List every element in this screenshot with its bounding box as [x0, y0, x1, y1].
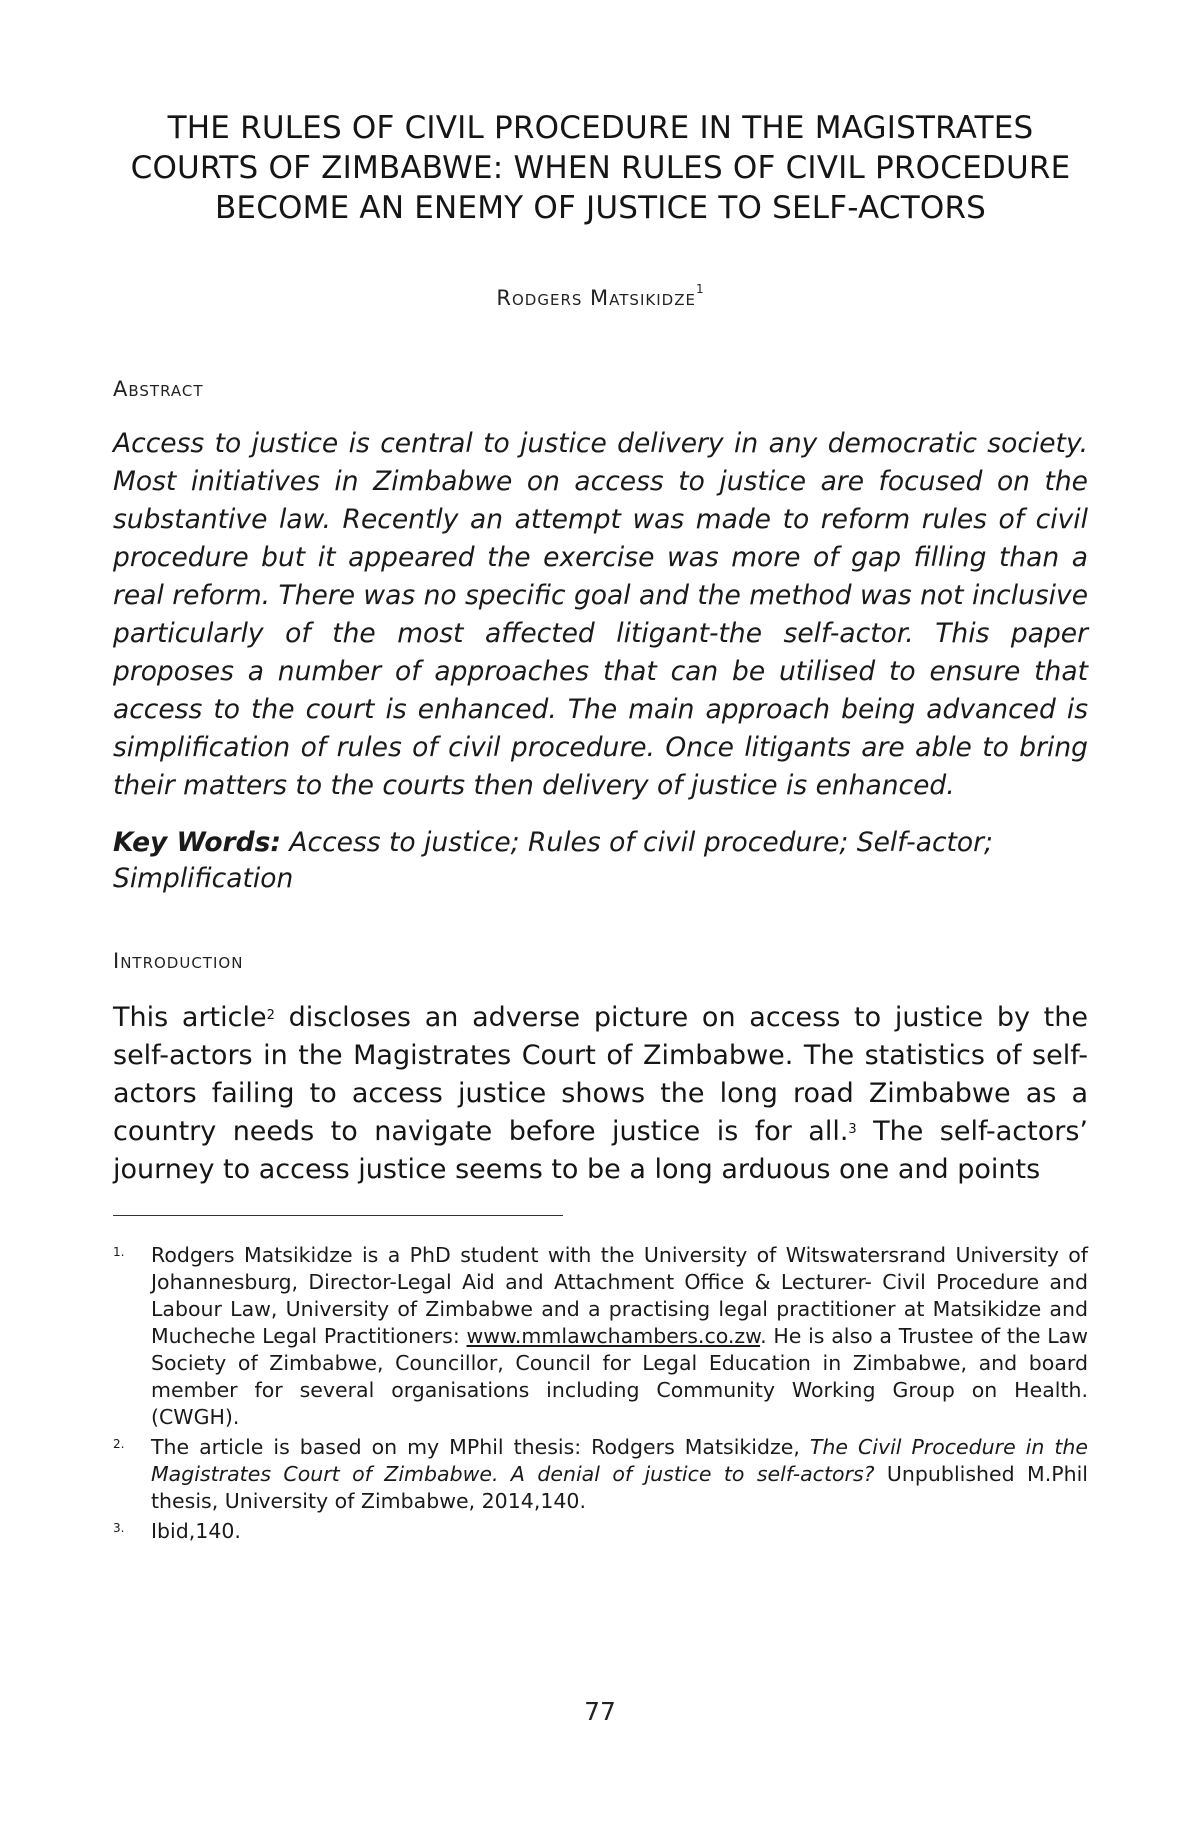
article-page: [113, 0, 1088, 1548]
footnote-number: 2.: [113, 1437, 125, 1451]
footnote-1: [113, 1242, 1088, 1431]
abstract-heading: Abstract: [113, 377, 204, 401]
introduction-paragraph: [113, 999, 1088, 1189]
keywords: [113, 825, 1088, 897]
footnote-text-part: The article is based on my MPhil thesis: Rodgers Matsikidze,: [151, 1435, 810, 1459]
footnote-text-part: . He is also a Trustee of the Law Society of Zimbabwe, Councillor, Council for Legal Education in Zimbabwe, and board member for several organisations including Community Working Group on Health. (CWGH).: [151, 1324, 1088, 1429]
footnote-ref: 2: [266, 1008, 275, 1023]
footnote-3: [113, 1518, 1088, 1545]
intro-text: discloses an adverse picture on access to justice by the self-actors in the Magistrates Court of Zimbabwe. The statistics of self-actors failing to access justice shows the long road Zimbabwe as a country needs to navigate before justice is for all.: [113, 1002, 1088, 1147]
footnote-text: [151, 1242, 1088, 1431]
footnote-2: [113, 1434, 1088, 1515]
author-name: Rodgers Matsikidze: [496, 286, 696, 310]
footnote-divider: [113, 1215, 563, 1216]
footnote-text-part: Rodgers Matsikidze is a PhD student with the University of Witswatersrand University of Johannesburg, Director-Legal Aid and Attachment Office & Lecturer- Civil Procedure and Labour Law, University of Zimbabwe and a practising legal practitioner at Matsikidze and Mucheche Legal Practitioners:: [151, 1243, 1088, 1348]
footnote-ref: 1: [695, 282, 705, 296]
article-title: [113, 108, 1088, 228]
footnote-text: [151, 1434, 1088, 1515]
intro-text: This article: [113, 1002, 267, 1033]
page-number: 77: [584, 1697, 616, 1726]
title-line: COURTS OF ZIMBABWE: WHEN RULES OF CIVIL PROCEDURE: [130, 150, 1071, 186]
author-line: [113, 282, 1088, 310]
footnote-ref: 3: [848, 1122, 857, 1137]
keywords-text: Access to justice; Rules of civil procedure; Self-actor; Simplification: [113, 827, 993, 894]
abstract-text: Access to justice is central to justice delivery in any democratic society. Most initiatives in Zimbabwe on access to justice are focused on the substantive law. Recently an attempt was made to reform rules of civil procedure but it appeared the exercise was more of gap filling than a real reform. There was no specific goal and the method was not inclusive particularly of the most affected litigant-the self-actor. This paper proposes a number of approaches that can be utilised to ensure that access to the court is enhanced. The main approach being advanced is simplification of rules of civil procedure. Once litigants are able to bring their matters to the courts then delivery of justice is enhanced.: [113, 428, 1089, 801]
introduction-heading: Introduction: [113, 949, 244, 973]
title-line: BECOME AN ENEMY OF JUSTICE TO SELF-ACTORS: [214, 190, 987, 226]
footnote-number: 3.: [113, 1521, 125, 1535]
intro-text: The self-actors’ journey to access justice seems to be a long arduous one and points: [113, 1116, 1089, 1185]
footnote-text-part: Unpublished M.Phil thesis, University of Zimbabwe, 2014,140.: [151, 1462, 1088, 1513]
footnote-text: Ibid,140.: [151, 1519, 241, 1543]
title-line: THE RULES OF CIVIL PROCEDURE IN THE MAGISTRATES: [167, 110, 1034, 146]
keywords-label: Key Words:: [113, 827, 281, 858]
website-link[interactable]: www.mmlawchambers.co.zw: [466, 1324, 761, 1348]
thesis-title: The Civil Procedure in the Magistrates Court of Zimbabwe. A denial of justice to self-actors?: [151, 1435, 1088, 1486]
footnotes: [113, 1242, 1088, 1545]
footnote-number: 1.: [113, 1245, 125, 1259]
